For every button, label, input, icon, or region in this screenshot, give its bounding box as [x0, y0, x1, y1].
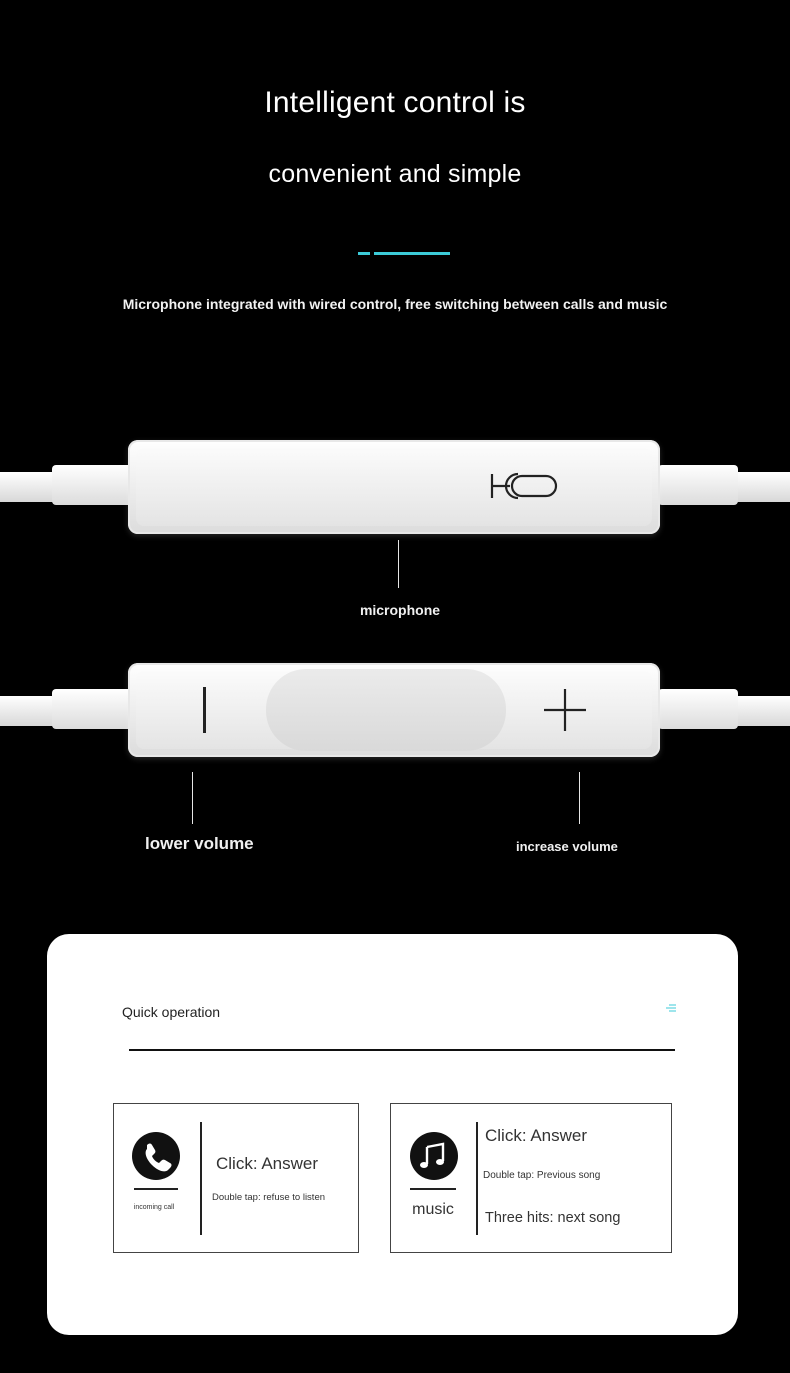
title-divider — [129, 1049, 675, 1051]
music-label: music — [412, 1201, 454, 1218]
music-icon-underline — [410, 1188, 456, 1190]
music-click-answer: Click: Answer — [485, 1126, 588, 1145]
volume-up-icon — [542, 687, 588, 733]
center-button — [266, 669, 506, 751]
music-card-divider — [476, 1122, 478, 1235]
phone-circle — [132, 1132, 180, 1180]
accent-divider — [358, 252, 450, 255]
phone-icon — [132, 1132, 180, 1180]
volume-down-icon — [203, 687, 206, 733]
cable-joint-left-1 — [52, 465, 132, 505]
increase-volume-label: increase volume — [516, 839, 618, 854]
title-line-1: Intelligent control is — [264, 86, 526, 119]
music-circle — [410, 1132, 458, 1180]
increase-volume-leader — [579, 772, 580, 824]
volume-remote — [128, 663, 660, 757]
lower-volume-leader — [192, 772, 193, 824]
call-double-tap: Double tap: refuse to listen — [212, 1192, 326, 1203]
cable-joint-right-2 — [658, 689, 738, 729]
mic-remote — [128, 440, 660, 534]
cable-right-1 — [730, 472, 790, 502]
cable-joint-right-1 — [658, 465, 738, 505]
music-double-tap: Double tap: Previous song — [483, 1170, 601, 1181]
microphone-label: microphone — [359, 602, 441, 618]
subtitle: Microphone integrated with wired control, free switching between calls and music — [122, 296, 668, 312]
quick-operation-panel — [47, 934, 738, 1335]
menu-lines-icon — [666, 1004, 676, 1012]
cable-right-2 — [730, 696, 790, 726]
microphone-icon — [488, 468, 560, 504]
lower-volume-label: lower volume — [145, 834, 254, 853]
call-card-divider — [200, 1122, 202, 1235]
incoming-call-label: incoming call — [133, 1204, 175, 1211]
music-card — [390, 1103, 672, 1253]
title-line-2: convenient and simple — [268, 160, 522, 188]
call-icon-underline — [134, 1188, 178, 1190]
call-card — [113, 1103, 359, 1253]
music-three-hits: Three hits: next song — [485, 1210, 621, 1226]
call-click-answer: Click: Answer — [216, 1154, 319, 1173]
quick-operation-title: Quick operation — [122, 1004, 221, 1020]
cable-left-1 — [0, 472, 60, 502]
cable-left-2 — [0, 696, 60, 726]
microphone-leader — [398, 540, 399, 588]
music-note-icon — [410, 1132, 458, 1180]
cable-joint-left-2 — [52, 689, 132, 729]
